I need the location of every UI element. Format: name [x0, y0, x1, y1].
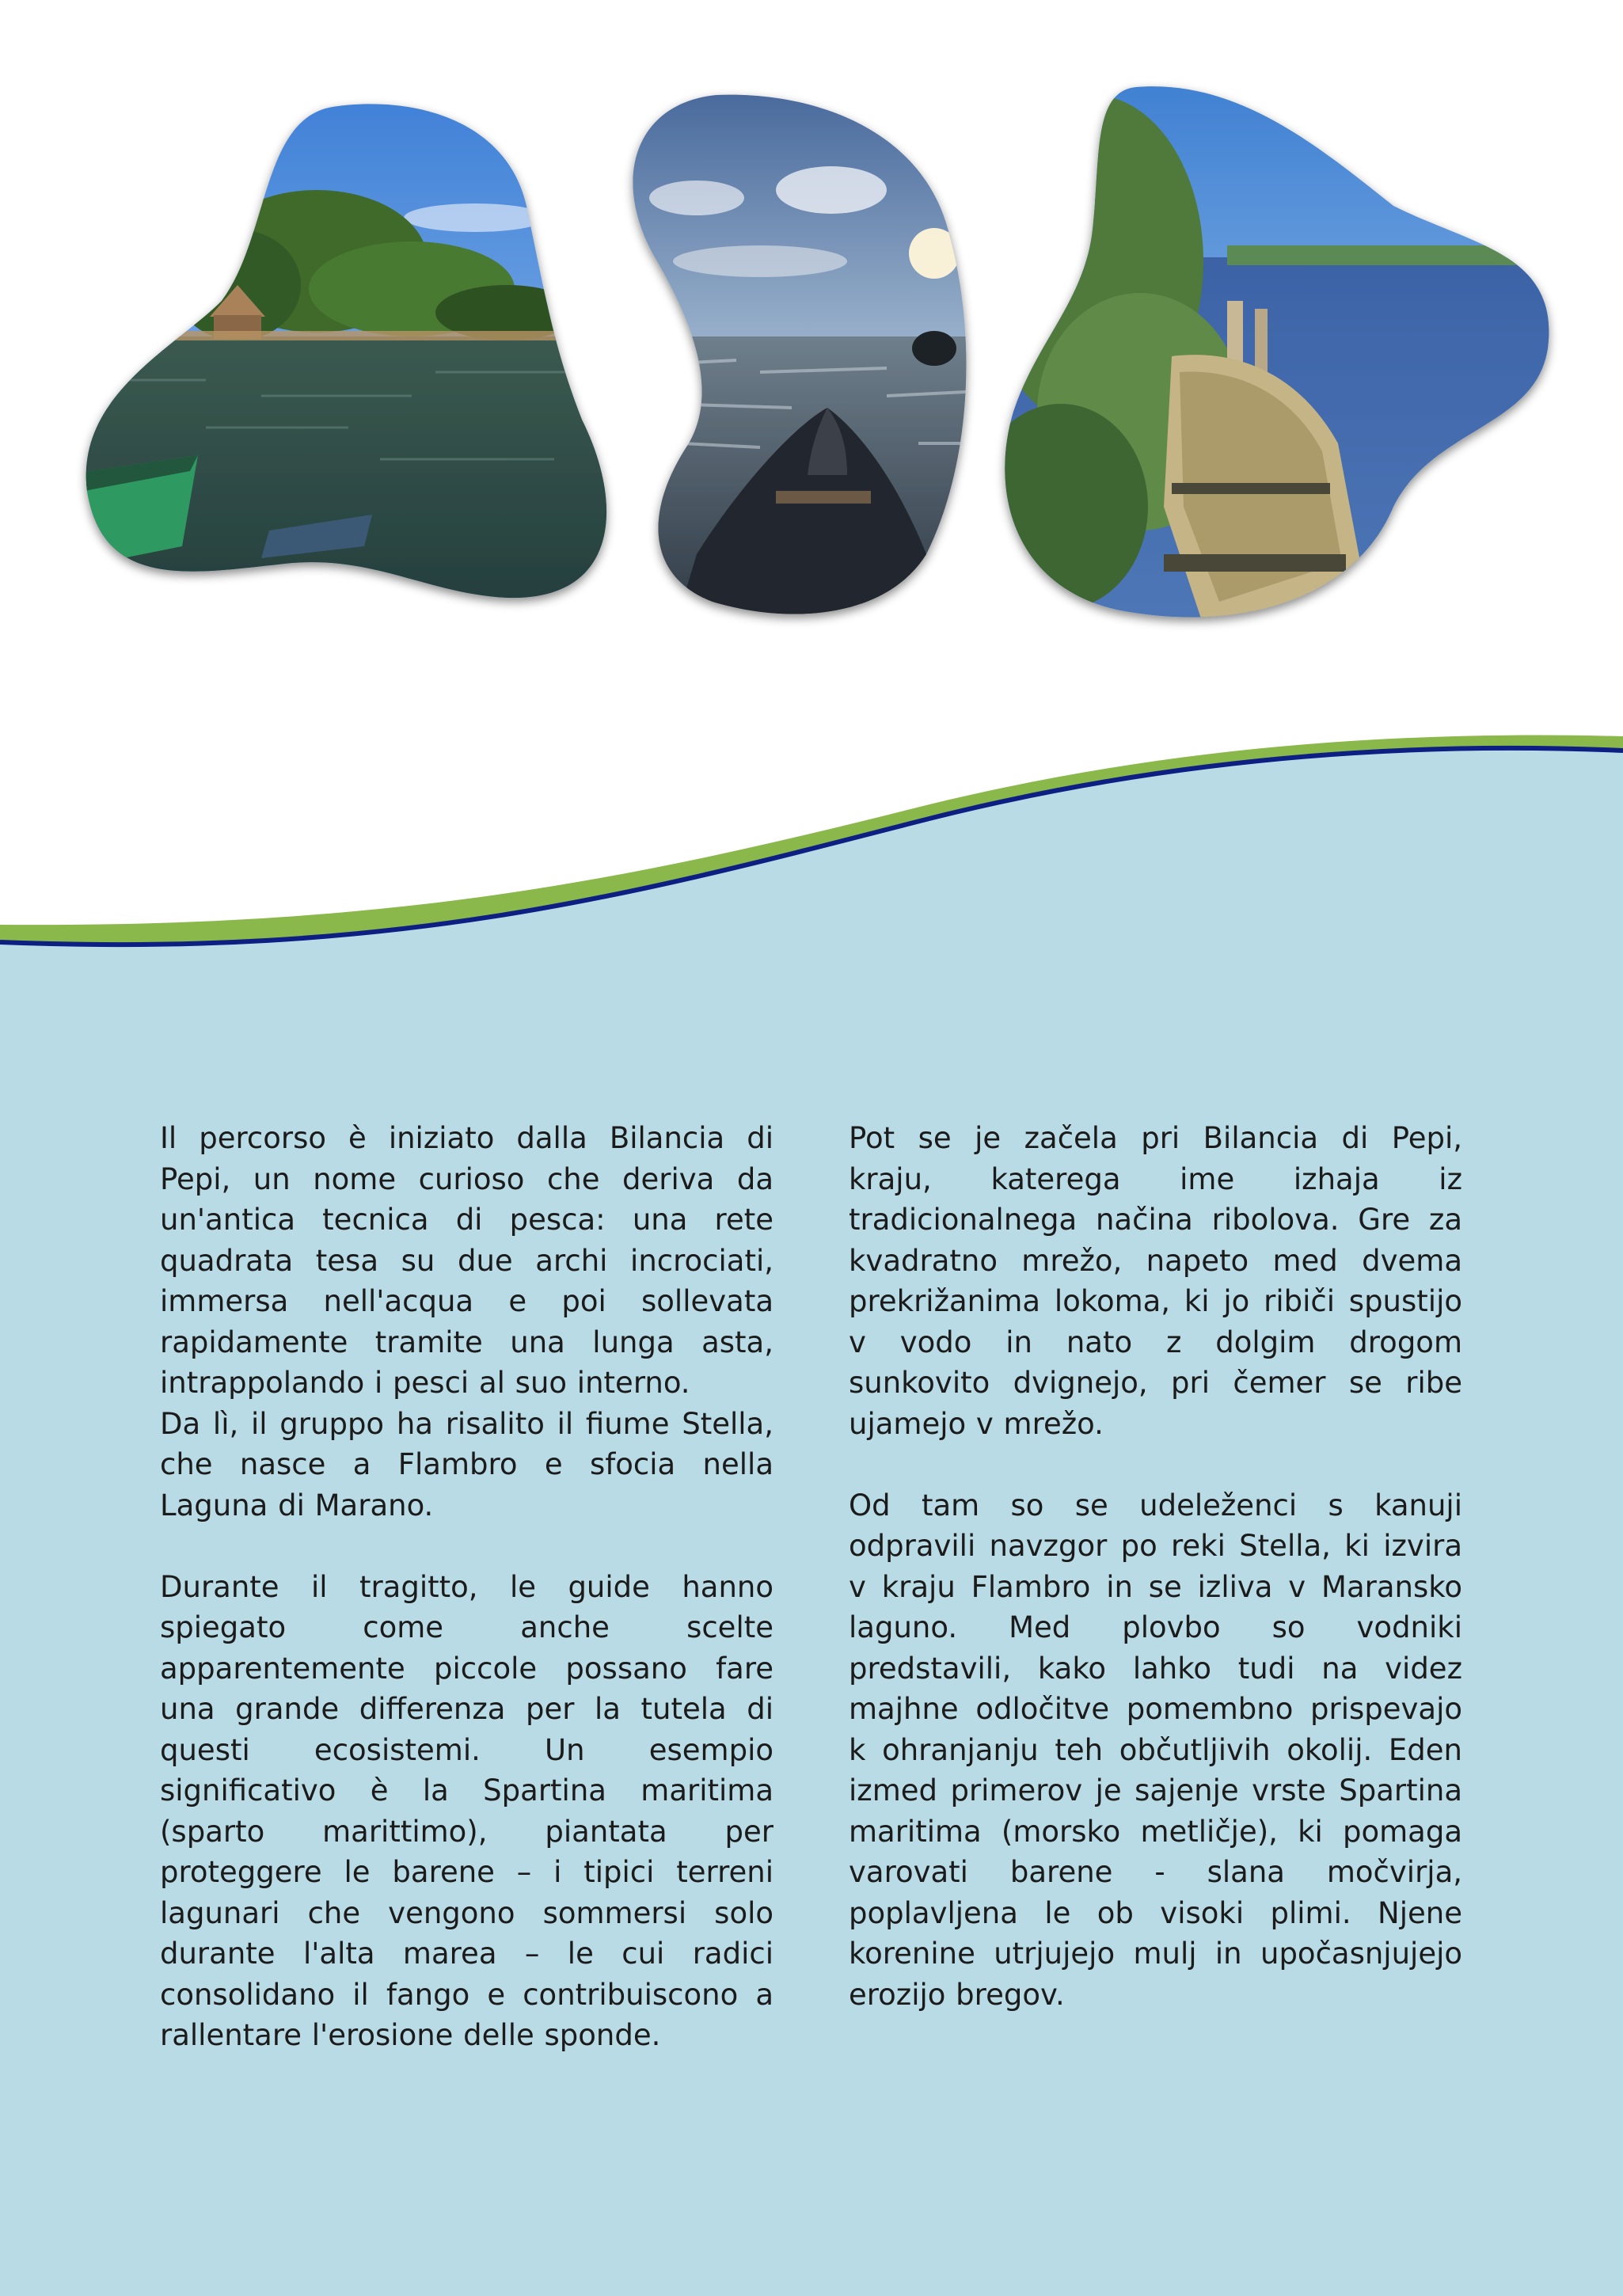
- italian-paragraph-3: Durante il tragitto, le guide hanno spiegato come anche scelte apparentemente piccole possano fare una grande differenza per la tutela di questi ecosistemi. Un esempio significativo è la Spartina maritima (sparto marittimo), piantata per proteggere le barene – i tipici terreni lagunari che vengono sommersi solo durante l'alta marea – le cui radici consolidano il fango e contribuiscono a rallentare l'erosione delle sponde.: [160, 1569, 773, 2052]
- canoe-bow-photo: [618, 79, 990, 649]
- photo-gallery: [0, 0, 1623, 649]
- italian-paragraph-2: Da lì, il gruppo ha risalito il fiume Stella, che nasce a Flambro e sfocia nella Laguna di Marano.: [160, 1406, 773, 1522]
- italian-text-column: [160, 1118, 773, 2056]
- moored-boat-photo: [974, 71, 1568, 649]
- slovenian-paragraph-2: Od tam so se udeleženci s kanuji odpravili navzgor po reki Stella, ki izvira v kraju Flambro in se izliva v Maransko laguno. Med plovbo so vodniki predstavili, kako lahko tudi na videz majhne odločitve pomembno prispevajo k ohranjanju teh občutljivih okolij. Eden izmed primerov je sajenje vrste Spartina maritima (morsko metličje), ki pomaga varovati barene - slana močvirja, poplavljena le ob visoki plimi. Njene korenine utrjujejo mulj in upočasnjujejo erozijo bregov.: [849, 1488, 1462, 2012]
- slovenian-paragraph-1: Pot se je začela pri Bilancia di Pepi, kraju, katerega ime izhaja iz tradicionalnega načina ribolova. Gre za kvadratno mrežo, napeto med dvema prekrižanima lokoma, ki jo ribiči spustijo v vodo in nato z dolgim drogom sunkovito dvignejo, pri čemer se ribe ujamejo v mrežo.: [849, 1121, 1462, 1441]
- slovenian-text-column: [849, 1118, 1462, 2015]
- italian-paragraph-1: Il percorso è iniziato dalla Bilancia di Pepi, un nome curioso che deriva da un'antica tecnica di pesca: una rete quadrata tesa su due archi incrociati, immersa nell'acqua e poi sollevata rapidamente tramite una lunga asta, intrappolando i pesci al suo interno.: [160, 1121, 773, 1400]
- lagoon-shore-photo: [63, 79, 633, 649]
